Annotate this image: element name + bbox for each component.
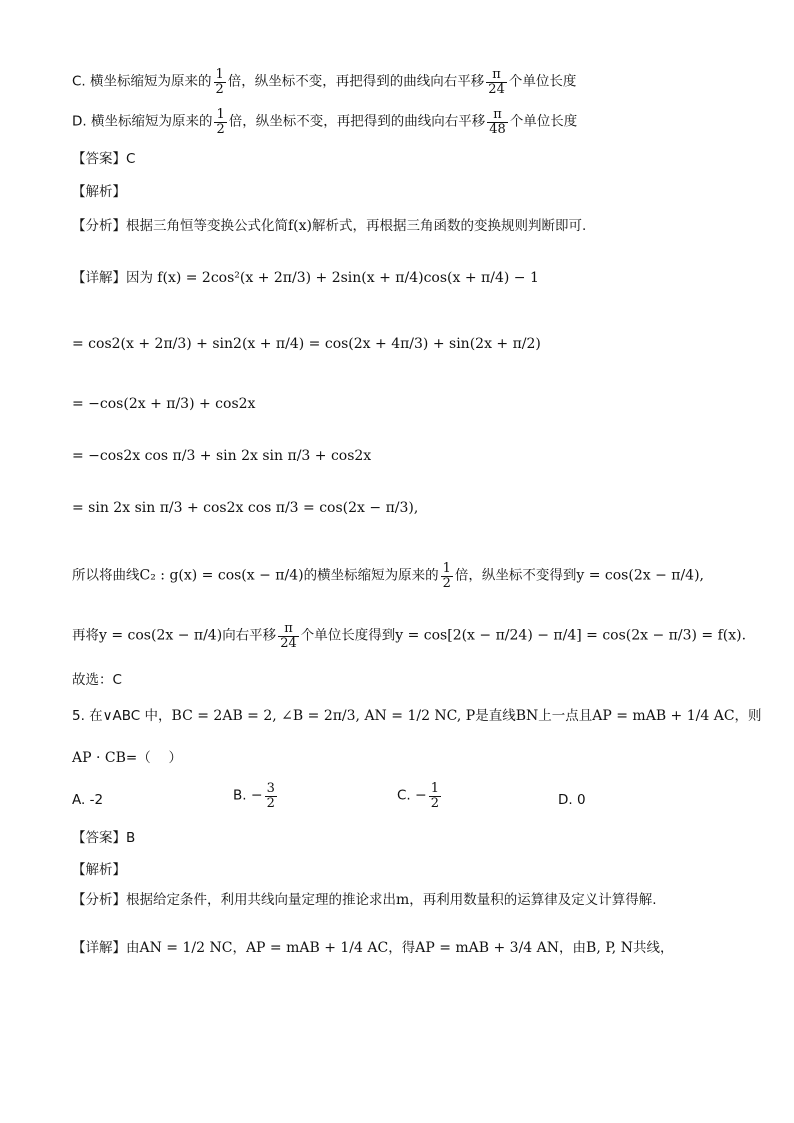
answer-tag: 【答案】 <box>72 830 126 846</box>
option-c-text: C. 横坐标缩短为原来的 <box>72 73 212 90</box>
math-expr: AN = 1/2 NC <box>139 940 233 956</box>
analysis-heading-2 <box>72 860 754 880</box>
option-c-text-3: 个单位长度 <box>508 73 577 90</box>
conclusion-text: 故选：C <box>72 672 122 688</box>
body-text: ，则 <box>734 708 762 724</box>
body-text: 所以将曲线 <box>72 567 140 584</box>
option-b <box>233 782 279 810</box>
fenxi-line-1 <box>72 216 754 236</box>
answer-line-2 <box>72 828 754 848</box>
fraction: $\frac{1}{2}$ <box>216 107 225 137</box>
fraction: $\frac{3}{2}$ <box>266 781 275 811</box>
equation-line-4 <box>72 498 754 518</box>
xiangjie-tag: 【详解】 <box>72 940 126 956</box>
option-d-line <box>72 108 754 136</box>
body-text: 上一点且 <box>538 708 593 724</box>
math-expr: m <box>396 892 410 908</box>
body-text: ， <box>232 940 246 956</box>
analysis-heading-1 <box>72 182 754 202</box>
xiangjie-text: 因为 <box>126 270 153 286</box>
option-c-line <box>72 68 754 96</box>
fenxi-text-2: 解析式，再根据三角函数的变换规则判断即可. <box>312 218 587 234</box>
math-expr: AP = mAB + 1/4 AC <box>245 940 389 956</box>
fraction: $\frac{1}{2}$ <box>430 781 440 811</box>
option-d-text: D. 横坐标缩短为原来的 <box>72 113 213 130</box>
option-d-text-3: 个单位长度 <box>509 113 578 130</box>
body-text: 再将 <box>72 627 99 644</box>
equation-line-3 <box>72 446 754 466</box>
math-expr: AP = mAB + 1/4 AC <box>592 708 735 724</box>
body-text: 个单位长度得到 <box>300 627 396 644</box>
body-text: 是直线 <box>475 708 516 724</box>
math-expr: AP = mAB + 3/4 AN <box>415 940 560 956</box>
answer-line-1 <box>72 149 754 169</box>
fraction: $\frac{\pi}{48}$ <box>489 107 506 137</box>
math-expr: = cos2(x + 2π/3) + sin2(x + π/4) = cos(2x + 4π/3) + sin(2x + π/2) <box>72 336 541 352</box>
answer-tag: 【答案】 <box>72 151 126 167</box>
analysis-tag: 【解析】 <box>72 862 126 878</box>
body-text: 共线， <box>632 940 674 956</box>
math-expr: C₂ : g(x) = cos(x − π/4) <box>139 567 304 584</box>
math-expr: = −cos(2x + π/3) + cos2x <box>72 396 256 412</box>
xiangjie-line-1 <box>72 268 754 288</box>
body-text: 倍，纵坐标不变得到 <box>454 567 577 584</box>
equation-line-2 <box>72 394 754 414</box>
fenxi-tag: 【分析】 <box>72 218 126 234</box>
option-c <box>397 782 443 810</box>
analysis-tag: 【解析】 <box>72 184 126 200</box>
math-expr: = sin 2x sin π/3 + cos2x cos π/3 = cos(2x − π/3), <box>72 500 419 516</box>
body-text: ，由 <box>559 940 587 956</box>
option-d-text-2: 倍，纵坐标不变，再把得到的曲线向右平移 <box>228 113 486 130</box>
question-5-line-2 <box>72 748 754 768</box>
math-expr: B, P, N <box>586 940 633 956</box>
zaijiang-line <box>72 622 754 650</box>
question-5-line <box>72 706 762 726</box>
math-expr: y = cos[2(x − π/24) − π/4] = cos(2x − π/3) = f(x). <box>395 627 747 644</box>
option-d: D. 0 <box>558 792 586 808</box>
option-b-sign: − <box>250 787 263 804</box>
body-text: ，得 <box>388 940 416 956</box>
math-expr: BC = 2AB = 2, ∠B = 2π/3, AN = 1/2 NC, P <box>171 708 476 724</box>
xiangjie-line-2 <box>72 938 754 958</box>
fenxi-text-2: ，再利用数量积的运算律及定义计算得解. <box>409 892 657 908</box>
body-text: 的横坐标缩短为原来的 <box>303 567 439 584</box>
fenxi-text: 根据三角恒等变换公式化简 <box>126 218 288 234</box>
math-expr: AP · CB <box>72 750 126 766</box>
option-c-label: C. <box>397 787 411 804</box>
fenxi-text: 根据给定条件，利用共线向量定理的推论求出 <box>126 892 396 908</box>
option-c-text-2: 倍，纵坐标不变，再把得到的曲线向右平移 <box>227 73 485 90</box>
math-expr: y = cos(2x − π/4), <box>576 567 705 584</box>
math-expr: BN <box>515 708 539 724</box>
answer-value: C <box>126 151 136 167</box>
fraction: $\frac{1}{2}$ <box>442 561 451 591</box>
fenxi-line-2 <box>72 890 754 910</box>
suoyi-line <box>72 562 754 590</box>
question-5-text: 5. 在∨ABC 中， <box>72 708 172 724</box>
math-expr: y = cos(2x − π/4) <box>99 627 223 644</box>
fraction: $\frac{\pi}{24}$ <box>488 67 505 97</box>
body-text: 向右平移 <box>222 627 277 644</box>
fraction: $\frac{1}{2}$ <box>215 67 224 97</box>
option-b-label: B. <box>233 787 247 804</box>
answer-value: B <box>126 830 136 846</box>
equation-line-1 <box>72 334 754 354</box>
body-text: =（ ） <box>125 750 182 766</box>
math-expr: f(x) = 2cos²(x + 2π/3) + 2sin(x + π/4)cos(x + π/4) − 1 <box>157 270 539 286</box>
option-a: A. -2 <box>72 792 104 808</box>
fraction: $\frac{\pi}{24}$ <box>280 621 297 651</box>
math-expr: f(x) <box>288 218 313 234</box>
xiangjie-tag: 【详解】 <box>72 270 126 286</box>
math-expr: = −cos2x cos π/3 + sin 2x sin π/3 + cos2x <box>72 448 372 464</box>
fenxi-tag: 【分析】 <box>72 892 126 908</box>
option-c-sign: − <box>415 787 427 804</box>
body-text: 由 <box>126 940 140 956</box>
guxuan-line-1 <box>72 670 754 690</box>
